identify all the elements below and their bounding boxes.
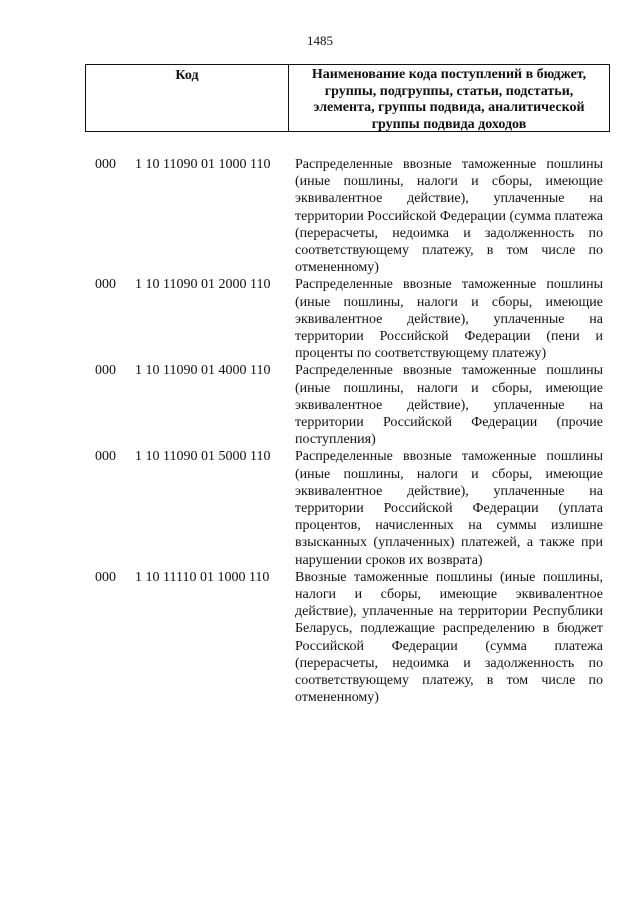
income-description: Распределенные ввозные таможенные пошлины (иные пошлины, налоги и сборы, имеющие эквивалентное действие), уплаченные на территории Российской Федерации (прочие поступления) — [295, 363, 603, 448]
table-row — [0, 362, 640, 448]
admin-code: 000 — [95, 277, 116, 293]
page-number: 1485 — [307, 33, 333, 48]
income-code: 1 10 11110 01 1000 110 — [135, 569, 270, 585]
income-description: Ввозные таможенные пошлины (иные пошлины, налоги и сборы, имеющие эквивалентное действие), уплаченные на территории Республики Беларусь, подлежащие распределению в бюджет Российской Федерации (сумма платежа (перерасчеты, недоимка и задолженность по соответствующему платежу, в том числе по отмененному) — [295, 569, 603, 706]
income-code: 1 10 11090 01 1000 110 — [135, 157, 271, 172]
income-code: 1 10 11090 01 5000 110 — [135, 449, 271, 465]
table-row — [0, 156, 640, 276]
code-column-header: Код — [86, 65, 289, 131]
admin-code: 000 — [95, 569, 116, 585]
admin-code: 000 — [95, 157, 116, 172]
admin-code: 000 — [95, 449, 116, 465]
table-row — [0, 276, 640, 362]
income-code: 1 10 11090 01 4000 110 — [135, 363, 271, 379]
table-header — [85, 64, 610, 132]
name-column-header: Наименование кода поступлений в бюджет, группы, подгруппы, статьи, подстатьи, элемента, группы подвида, аналитической группы подвида доходов — [311, 67, 587, 132]
admin-code: 000 — [95, 363, 116, 379]
table-row — [0, 448, 640, 568]
income-description: Распределенные ввозные таможенные пошлины (иные пошлины, налоги и сборы, имеющие эквивалентное действие), уплаченные на территории Российской Федерации (уплата процентов, начисленных на суммы излишне взысканных (уплаченных) платежей, а также при нарушении сроков их возврата) — [295, 449, 603, 568]
income-description: Распределенные ввозные таможенные пошлины (иные пошлины, налоги и сборы, имеющие эквивалентное действие), уплаченные на территории Российской Федерации (сумма платежа (перерасчеты, недоимка и задолженность по соответствующему платежу, в том числе по отмененному) — [295, 157, 603, 276]
income-code: 1 10 11090 01 2000 110 — [135, 277, 271, 293]
income-description: Распределенные ввозные таможенные пошлины (иные пошлины, налоги и сборы, имеющие эквивалентное действие), уплаченные на территории Российской Федерации (пени и проценты по соответствующему платежу) — [295, 277, 603, 362]
table-row — [0, 569, 640, 707]
income-code-list — [0, 156, 640, 707]
